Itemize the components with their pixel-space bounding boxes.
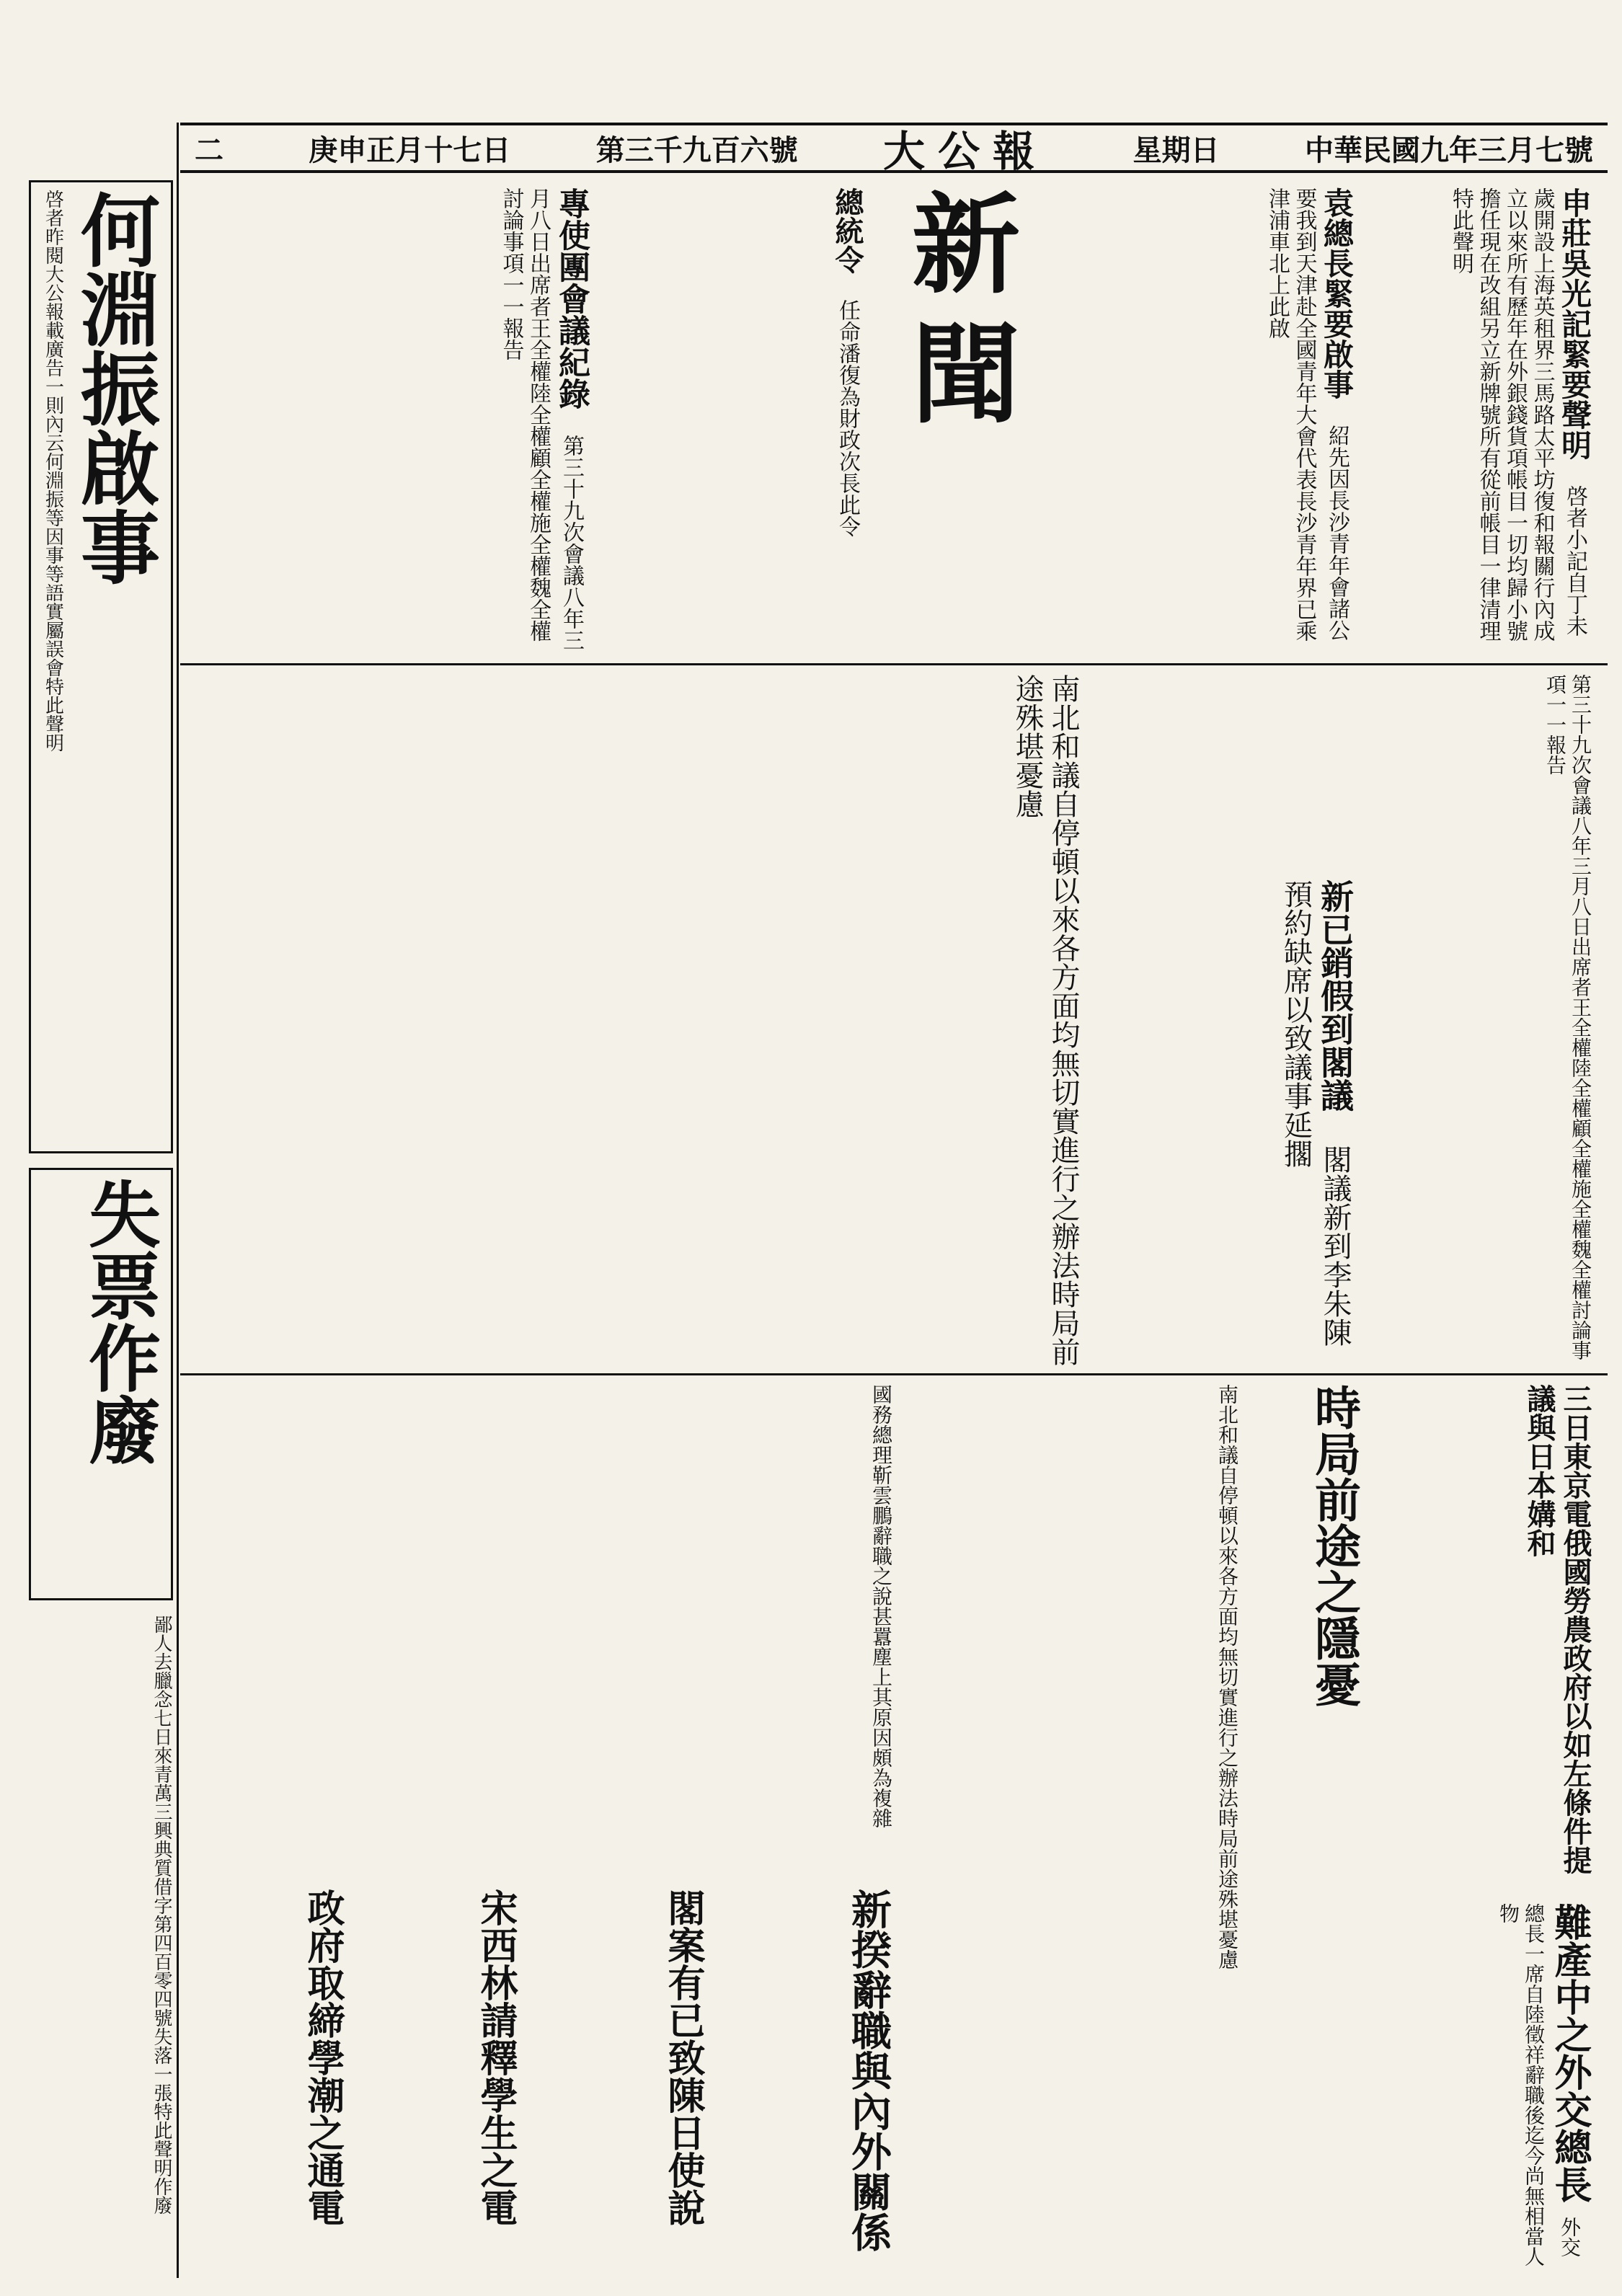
sidebar-ad-1 [29, 180, 173, 1153]
article-resignation [721, 1889, 894, 2271]
article-song-telegram [360, 1889, 519, 2271]
sidebar-ad-2 [29, 1168, 173, 1600]
article-resignation-body: 國務總理靳雲鵬辭職之說甚囂塵上其原因頗為複雜 [869, 1384, 893, 1828]
page-number: 二 [195, 133, 223, 167]
article-wu-notice [1370, 187, 1593, 649]
paper-title: 大公報 [883, 127, 1048, 176]
ad-title: 失票作廢 [76, 1177, 161, 1466]
article-outlook [1254, 1384, 1362, 1889]
article-headline: 總統令 [830, 187, 864, 274]
newspaper-page [14, 14, 1608, 2282]
article-body: 紹先因長沙青年會諸公要我到天津赴全國青年大會代表長沙青年界已乘津浦車北上此啟 [1264, 187, 1350, 642]
article-cabinet [1096, 879, 1355, 1362]
article-headline: 專使團會議紀錄 [553, 187, 590, 409]
article-body: 啓者小記自丁未歲開設上海英租界三馬路太平坊復和報關行內成立以來所有歷年在外銀錢貨項帳目一切均歸小號擔任現在改組另立新牌號所有從前帳目一律清理特此聲明 [1448, 187, 1587, 642]
article-headline: 申莊吳光記緊要聲明 [1557, 187, 1592, 460]
article-foreign-minister [1269, 1903, 1593, 2271]
article-body: 任命潘復為財政次長此令 [835, 299, 860, 537]
ad-title: 何淵振啟事 [68, 190, 161, 586]
article-delegation-minutes [187, 187, 591, 656]
article-headline: 袁總長緊要啟事 [1319, 187, 1355, 399]
article-body: 閣議新到李朱陳預約缺席以致議事延擱 [1279, 879, 1352, 1347]
issue-number: 第三千九百六號 [595, 133, 798, 167]
article-body: 外交總長一席自陸徵祥辭職後迄今尚無相當人物 [1497, 1903, 1582, 2266]
article-outlook-body: 南北和議自停頓以來各方面均無切實進行之辦法時局前途殊堪憂慮 [1215, 1384, 1239, 1969]
article-body: 第三十九次會議八年三月八日出席者王全權陸全權顧全權施全權魏全權討論事項一一報告 [498, 187, 584, 651]
lunar-date: 庚申正月十七日 [309, 133, 511, 167]
article-headline: 閣案有已致陳日使說 [661, 1889, 705, 2226]
article-headline: 新揆辭職與內外關係 [845, 1889, 892, 2252]
sidebar-ad-2-body: 鄙人去臘念七日來青萬三興典質借字第四百零四號失落一張特此聲明作廢 [151, 1615, 172, 2215]
article-body: 南北和議自停頓以來各方面均無切實進行之辦法時局前途殊堪憂慮 [1011, 674, 1080, 1366]
article-tokyo-telegram: 三日東京電俄國勞農政府以如左條件提議與日本媾和 [1523, 1384, 1592, 1874]
article-headline: 宋西林請釋學生之電 [474, 1889, 518, 2226]
article-yuan-notice [1038, 187, 1355, 649]
article-body: 第三十九次會議八年三月八日出席者王全權陸全權顧全權施全權魏全權討論事項一一報告 [1543, 674, 1592, 1360]
article-student-telegram [187, 1889, 346, 2271]
article-cabinet-case [533, 1889, 706, 2271]
article-headline: 難產中之外交總長 [1548, 1903, 1592, 2203]
news-section-title: 新聞 [893, 187, 1020, 447]
article-presidential-order [606, 187, 865, 656]
article-meeting-notes [1370, 674, 1593, 1366]
article-headline: 時局前途之隱憂 [1307, 1384, 1361, 1707]
telegram-column [187, 674, 1081, 1366]
ad-body: 啓者昨閱大公報載廣告一則內云何淵振等因事等語實屬誤會特此聲明 [42, 190, 64, 752]
article-headline: 新已銷假到閣議 [1316, 879, 1355, 1112]
masthead [180, 123, 1608, 176]
republic-date: 中華民國九年三月七號 [1304, 133, 1593, 167]
article-headline: 政府取締學潮之通電 [301, 1889, 345, 2226]
weekday: 星期日 [1133, 133, 1220, 167]
